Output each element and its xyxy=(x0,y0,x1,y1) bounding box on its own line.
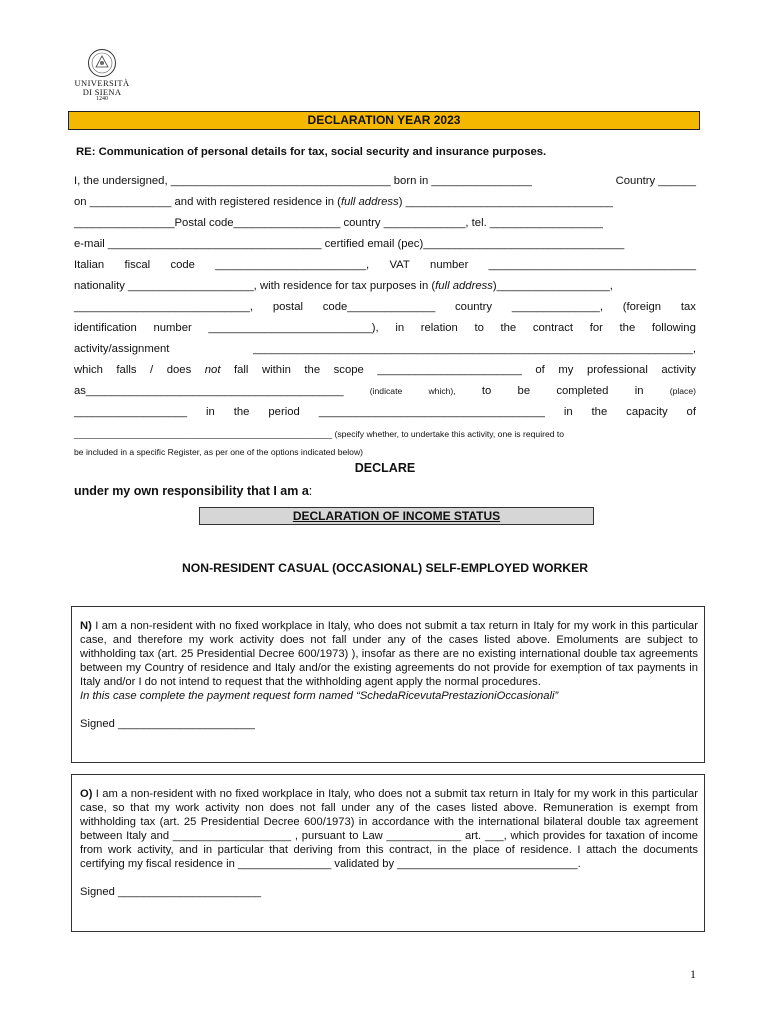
income-status-title: DECLARATION OF INCOME STATUS xyxy=(199,507,594,525)
form-word: period xyxy=(268,406,300,418)
form-word: to xyxy=(474,322,484,334)
form-word: ________________________, xyxy=(215,259,370,271)
form-text-italic: full address xyxy=(340,196,399,208)
form-text: Country ______ xyxy=(615,175,696,187)
responsibility-colon: : xyxy=(308,484,313,498)
form-word: fall xyxy=(234,364,249,376)
form-line-8 xyxy=(74,321,696,335)
form-word: postal xyxy=(272,301,303,313)
form-word: (indicate xyxy=(369,386,403,396)
form-word: fiscal xyxy=(124,259,151,271)
form-word: in xyxy=(563,406,573,418)
re-line: RE: Communication of personal details for tax, social security and insurance purposes. xyxy=(76,146,547,158)
form-line-10 xyxy=(74,363,696,377)
form-word: the xyxy=(304,364,321,376)
form-word: falls xyxy=(116,364,137,376)
form-word: code xyxy=(170,259,195,271)
form-word: / xyxy=(150,364,154,376)
form-word: _________________________________ xyxy=(488,259,696,271)
form-text-italic: full address xyxy=(435,280,493,292)
option-n-text xyxy=(80,619,698,689)
form-line-13 xyxy=(74,427,696,441)
form-text: be included in a specific Register, as per one of the options indicated below) xyxy=(74,447,364,457)
form-word: in xyxy=(395,322,405,334)
form-word: relation xyxy=(420,322,458,334)
seal-icon xyxy=(87,48,117,78)
form-line-7 xyxy=(74,300,696,314)
option-o-letter: O) xyxy=(80,788,93,800)
logo-line-3: 1240 xyxy=(96,96,108,102)
form-word: tax xyxy=(680,301,696,313)
form-word: number xyxy=(430,259,469,271)
form-word: the xyxy=(619,322,636,334)
form-word: within xyxy=(261,364,291,376)
form-word: to xyxy=(481,385,492,397)
form-word: professional xyxy=(586,364,648,376)
form-word: code______________ xyxy=(322,301,436,313)
form-line-4 xyxy=(74,237,696,251)
form-line-2 xyxy=(74,195,696,209)
logo-line-2: DI SIENA xyxy=(82,86,122,97)
form-line-1 xyxy=(74,174,696,188)
form-word: identification xyxy=(74,322,137,334)
form-text: )__________________, xyxy=(492,280,613,292)
form-word: following xyxy=(651,322,696,334)
form-word: which), xyxy=(428,386,456,396)
option-o-box xyxy=(71,774,705,932)
form-word: completed xyxy=(556,385,609,397)
form-word: contract xyxy=(532,322,574,334)
form-word: number xyxy=(153,322,192,334)
form-word: for xyxy=(589,322,603,334)
option-n-box xyxy=(71,606,705,763)
form-word: in xyxy=(634,385,644,397)
page-number: 1 xyxy=(690,967,696,981)
non-resident-title: NON-RESIDENT CASUAL (OCCASIONAL) SELF-EMPLOYED WORKER xyxy=(181,561,589,575)
responsibility-text: under my own responsibility that I am a xyxy=(74,484,309,498)
form-word: ______________________________________________________________________, xyxy=(253,343,696,355)
form-line-3 xyxy=(74,216,696,230)
logo-line-1: UNIVERSITÀ xyxy=(74,78,130,88)
form-word: be xyxy=(517,385,531,397)
university-logo xyxy=(72,48,132,106)
form-text: e-mail __________________________________ certified email (pec)________________________________ xyxy=(74,238,625,250)
option-o-text xyxy=(80,787,698,871)
form-word: the xyxy=(233,406,250,418)
form-word: ____________________________, xyxy=(74,301,254,313)
option-n-signed: Signed ______________________ xyxy=(80,718,255,730)
form-line-14 xyxy=(74,445,696,459)
option-o-signed: Signed _______________________ xyxy=(80,886,262,898)
form-text: I, the undersigned, ___________________________________ born in ________________ xyxy=(74,175,532,187)
form-line-6 xyxy=(74,279,696,293)
form-line-12 xyxy=(74,405,696,419)
option-n-letter: N) xyxy=(80,620,92,632)
form-word: _______________________ xyxy=(377,364,522,376)
option-n-body: I am a non-resident with no fixed workplace in Italy, who does not submit a tax return in Italy for my work in this particular case, and therefore my work activity does not fall under any of the cases listed above. Emoluments are subject to withholding tax (art. 25 Presidential Decree 600/1973) ), insofar as there are no existing international double tax agreements between my Country of residence and Italy and/or the existing agreements do not provide for exemption of tax payments in Italy and/or I do not intend to request that the withholding agent apply the normal procedures. xyxy=(80,620,698,688)
form-word: ____________________________________ xyxy=(318,406,545,418)
form-word: capacity xyxy=(626,406,668,418)
form-text: on _____________ and with registered residence in ( xyxy=(74,196,341,208)
form-text: ______________________________________________________ (specify whether, to undertake this activity, one is required to xyxy=(74,429,565,439)
option-n-italic-note: In this case complete the payment request form named “SchedaRicevutaPrestazioniOccasionali” xyxy=(80,690,559,702)
responsibility-line xyxy=(74,484,312,498)
declare-heading: DECLARE xyxy=(354,461,416,475)
form-word: ______________, xyxy=(511,301,603,313)
option-o-body: I am a non-resident with no fixed workplace in Italy, who does not a submit tax return in Italy for my work in this particular case, so that my work activity non does not fall under any of the cases listed above. Remuneration is exempt from withholding tax (art. 25 Presidential Decree 600/1973) in accordance with the international bilateral double tax agreement between Italy and ___________________ , pursuant to Law ____________ art. ___, which provides for taxation of income from work activity, and in particular that deriving from this contract, in the place of residence. I attach the documents certifying my fiscal residence in _______________ validated by _____________________________. xyxy=(80,788,698,870)
declaration-year-title: DECLARATION YEAR 2023 xyxy=(68,111,700,130)
form-line-9 xyxy=(74,342,696,356)
form-word: as_________________________________________ xyxy=(74,385,344,397)
form-word-italic: not xyxy=(204,364,221,376)
form-text: ________________Postal code_________________ country _____________, tel. __________________ xyxy=(74,217,603,229)
form-line-11 xyxy=(74,384,696,398)
form-word: of xyxy=(535,364,545,376)
form-word: does xyxy=(166,364,192,376)
form-line-5 xyxy=(74,258,696,272)
form-word: the xyxy=(591,406,608,418)
form-word: of xyxy=(686,406,696,418)
form-word: Italian xyxy=(74,259,105,271)
form-word: scope xyxy=(333,364,364,376)
form-word: the xyxy=(500,322,517,334)
form-word: which xyxy=(74,364,103,376)
form-word: (foreign xyxy=(622,301,662,313)
form-word: __________________________), xyxy=(208,322,379,334)
form-word: activity xyxy=(661,364,696,376)
form-word: __________________ xyxy=(74,406,188,418)
form-word: country xyxy=(455,301,493,313)
form-word: activity/assignment xyxy=(74,343,170,355)
form-word: (place) xyxy=(669,386,696,396)
form-word: VAT xyxy=(389,259,410,271)
form-text: ) _________________________________ xyxy=(398,196,613,208)
form-word: in xyxy=(206,406,215,418)
form-text: nationality ____________________, with residence for tax purposes in ( xyxy=(74,280,436,292)
form-word: my xyxy=(558,364,574,376)
